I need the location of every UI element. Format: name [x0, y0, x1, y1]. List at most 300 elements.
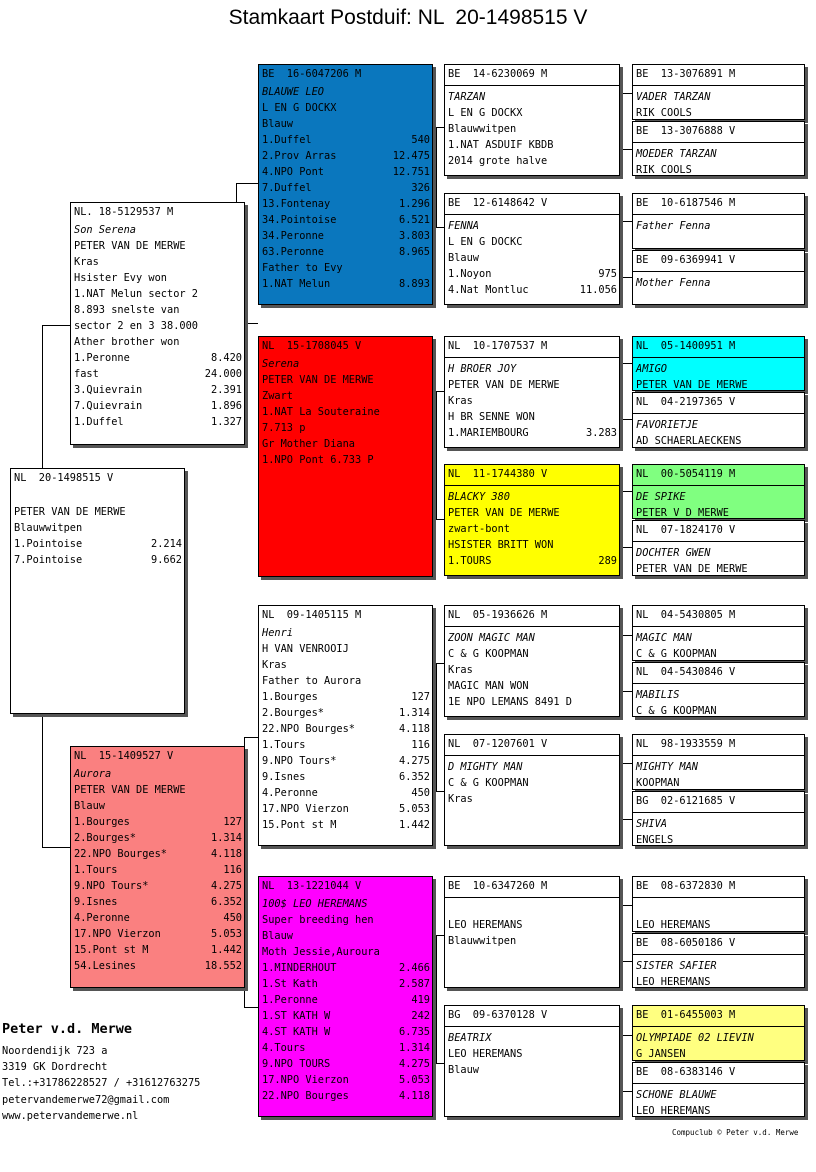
- pigeon-info-line: Blauw: [448, 1064, 479, 1076]
- pigeon-info-line: 8.893 snelste van: [74, 304, 180, 316]
- pigeon-name: TARZAN: [448, 91, 486, 103]
- divider: [633, 412, 804, 414]
- result-value: 1.314: [211, 832, 242, 844]
- pigeon-info-line: Moth Jessie,Auroura: [262, 946, 380, 958]
- ring-number: BE 08-6050186 V: [636, 937, 736, 949]
- pigeon-info-line: HSISTER BRITT WON: [448, 539, 554, 551]
- pigeon-info-line: Kras: [262, 659, 287, 671]
- pigeon-name: SCHONE BLAUWE: [636, 1089, 717, 1101]
- pigeon-info-line: C & G KOOPMAN: [636, 705, 717, 717]
- connector: [436, 663, 444, 664]
- pigeon-card-main[interactable]: [10, 468, 185, 714]
- result-row: [262, 244, 430, 260]
- pigeon-info-line: G JANSEN: [636, 1048, 686, 1060]
- pigeon-info-line: C & G KOOPMAN: [448, 648, 529, 660]
- result-row: [262, 228, 430, 244]
- ring-number: BE 10-6347260 M: [448, 880, 548, 892]
- connector: [436, 663, 437, 791]
- result-value: 419: [411, 994, 430, 1006]
- connector: [42, 847, 72, 848]
- pigeon-info-line: PETER VAN DE MERWE: [448, 379, 560, 391]
- pigeon-info-line: LEO HEREMANS: [448, 919, 523, 931]
- pigeon-name: BEATRIX: [448, 1032, 492, 1044]
- result-race: 1.Duffel: [262, 134, 312, 146]
- result-value: 12.475: [392, 150, 430, 162]
- result-row: [74, 958, 242, 974]
- pigeon-name: MOEDER TARZAN: [636, 148, 717, 160]
- pigeon-info-line: [14, 488, 182, 504]
- pigeon-card-g14[interactable]: [632, 933, 805, 988]
- result-race: 1.Bourges: [262, 691, 318, 703]
- result-race: 17.NPO Vierzon: [262, 1074, 349, 1086]
- pigeon-info-line: zwart-bont: [448, 523, 510, 535]
- ring-number: BG 09-6370128 V: [448, 1009, 548, 1021]
- result-value: 5.053: [399, 803, 430, 815]
- ring-number: BE 13-3076888 V: [636, 125, 736, 137]
- result-value: 2.466: [399, 962, 430, 974]
- result-race: 1.MINDERHOUT: [262, 962, 337, 974]
- connector: [42, 325, 43, 468]
- connector: [622, 819, 632, 820]
- result-row: [262, 1056, 430, 1072]
- connector: [622, 1035, 632, 1036]
- result-row: [448, 553, 617, 569]
- result-race: 7.Pointoise: [14, 554, 83, 566]
- pigeon-name: FAVORIETJE: [636, 419, 698, 431]
- result-value: 6.352: [211, 896, 242, 908]
- pigeon-name: MIGHTY MAN: [636, 761, 698, 773]
- divider: [633, 811, 804, 813]
- connector: [622, 221, 632, 222]
- pigeon-name: BLACKY 380: [448, 491, 510, 503]
- pigeon-card-g11[interactable]: [632, 734, 805, 790]
- divider: [445, 84, 619, 86]
- pigeon-info-line: LEO HEREMANS: [636, 1105, 711, 1117]
- result-value: 1.896: [211, 400, 242, 412]
- ring-number: BE 13-3076891 M: [636, 68, 736, 80]
- pigeon-card-g5[interactable]: [632, 336, 805, 391]
- divider: [633, 356, 804, 358]
- result-value: 540: [411, 134, 430, 146]
- result-row: [262, 196, 430, 212]
- pigeon-name: [448, 901, 617, 917]
- pigeon-info-line: PETER VAN DE MERWE: [14, 506, 126, 518]
- divider: [633, 1025, 804, 1027]
- connector: [622, 1091, 632, 1092]
- pigeon-info-line: Kras: [448, 664, 473, 676]
- pigeon-info-line: 1.NAT La Souteraine: [262, 406, 380, 418]
- connector: [622, 763, 632, 764]
- result-value: 9.662: [151, 554, 182, 566]
- breeder-name: Peter v.d. Merwe: [2, 1021, 133, 1037]
- result-race: 2.Bourges*: [262, 707, 324, 719]
- result-race: 15.Pont st M: [74, 944, 149, 956]
- pigeon-info-line: PETER V D MERWE: [636, 507, 729, 519]
- ring-number: NL 20-1498515 V: [14, 472, 114, 484]
- pigeon-card-ssd[interactable]: [444, 193, 620, 305]
- result-value: 2.214: [151, 538, 182, 550]
- ring-number: NL 07-1207601 V: [448, 738, 548, 750]
- connector: [244, 1007, 258, 1008]
- connector: [622, 635, 623, 691]
- pigeon-card-dam[interactable]: [70, 746, 245, 988]
- result-row: [262, 212, 430, 228]
- result-value: 1.442: [211, 944, 242, 956]
- result-race: 2.Bourges*: [74, 832, 136, 844]
- result-value: 4.275: [399, 755, 430, 767]
- result-row: [262, 737, 430, 753]
- pigeon-card-g3[interactable]: [632, 193, 805, 249]
- pigeon-info-line: Zwart: [262, 390, 293, 402]
- connector: [42, 715, 43, 847]
- result-value: 18.552: [204, 960, 242, 972]
- pigeon-name: Henri: [262, 627, 293, 639]
- result-row: [14, 536, 182, 552]
- pigeon-name: Father Fenna: [636, 220, 711, 232]
- pigeon-name: DOCHTER GWEN: [636, 547, 711, 559]
- connector: [622, 491, 623, 547]
- connector: [622, 547, 632, 548]
- pigeon-info-line: L EN G DOCKX: [448, 107, 523, 119]
- result-value: 1.314: [399, 1042, 430, 1054]
- result-value: 1.442: [399, 819, 430, 831]
- pigeon-card-ss[interactable]: [258, 64, 433, 305]
- pigeon-card-sss[interactable]: [444, 64, 620, 176]
- result-row: [262, 260, 430, 276]
- result-row: [262, 1072, 430, 1088]
- pigeon-info-line: Blauw: [262, 118, 293, 130]
- divider: [445, 754, 619, 756]
- pigeon-info-line: Gr Mother Diana: [262, 438, 355, 450]
- ring-number: NL 15-1409527 V: [74, 750, 174, 762]
- divider: [633, 270, 804, 272]
- result-row: [262, 1008, 430, 1024]
- pigeon-name: D MIGHTY MAN: [448, 761, 523, 773]
- divider: [633, 896, 804, 898]
- result-race: 1.St Kath: [262, 978, 318, 990]
- result-row: [262, 960, 430, 976]
- pigeon-info-line: sector 2 en 3 38.000: [74, 320, 198, 332]
- pigeon-info-line: 1.NPO Pont 6.733 P: [262, 454, 374, 466]
- result-race: 63.Peronne: [262, 246, 324, 258]
- result-race: 9.Isnes: [74, 896, 118, 908]
- pigeon-info-line: C & G KOOPMAN: [448, 777, 529, 789]
- pigeon-card-ds[interactable]: [258, 605, 433, 846]
- result-race: 7.Duffel: [262, 182, 312, 194]
- result-row: [262, 1024, 430, 1040]
- connector: [622, 691, 632, 692]
- ring-number: NL 09-1405115 M: [262, 609, 362, 621]
- result-race: 22.NPO Bourges*: [74, 848, 167, 860]
- pigeon-card-g4[interactable]: [632, 250, 805, 305]
- pigeon-card-g9[interactable]: [632, 605, 805, 661]
- result-race: 4.NPO Pont: [262, 166, 324, 178]
- result-race: 15.Pont st M: [262, 819, 337, 831]
- pigeon-info-line: PETER VAN DE MERWE: [448, 507, 560, 519]
- divider: [445, 213, 619, 215]
- result-row: [14, 552, 182, 568]
- result-value: 8.420: [211, 352, 242, 364]
- divider: [633, 540, 804, 542]
- result-race: 1.Duffel: [74, 416, 124, 428]
- pigeon-card-sire[interactable]: [70, 202, 245, 445]
- pigeon-name: OLYMPIADE 02 LIEVIN: [636, 1032, 754, 1044]
- pigeon-info-line: Father to Aurora: [262, 675, 362, 687]
- pigeon-info-line: PETER VAN DE MERWE: [74, 784, 186, 796]
- result-value: 1.327: [211, 416, 242, 428]
- connector: [436, 227, 444, 228]
- result-race: 9.NPO Tours*: [262, 755, 337, 767]
- pigeon-info-line: Hsister Evy won: [74, 272, 167, 284]
- result-race: 1.TOURS: [448, 555, 492, 567]
- pigeon-name: SHIVA: [636, 818, 667, 830]
- connector: [436, 127, 444, 128]
- pigeon-info-line: MAGIC MAN WON: [448, 680, 529, 692]
- connector: [436, 391, 437, 519]
- result-race: 1.Pointoise: [14, 538, 83, 550]
- result-row: [262, 785, 430, 801]
- pigeon-info-line: PETER VAN DE MERWE: [636, 563, 748, 575]
- breeder-contact: [2, 1019, 200, 1124]
- connector: [42, 325, 72, 326]
- pigeon-card-g10[interactable]: [632, 662, 805, 717]
- connector: [622, 221, 623, 277]
- result-row: [262, 769, 430, 785]
- result-race: 4.ST KATH W: [262, 1026, 331, 1038]
- pigeon-info-line: AD SCHAERLAECKENS: [636, 435, 742, 447]
- divider: [445, 896, 619, 898]
- pigeon-card-g1[interactable]: [632, 64, 805, 120]
- pigeon-card-sdd[interactable]: [444, 464, 620, 576]
- pigeon-name: [636, 901, 802, 917]
- pigeon-info-line: Blauw: [262, 930, 293, 942]
- pigeon-name: BLAUWE LEO: [262, 86, 324, 98]
- divider: [633, 84, 804, 86]
- ring-number: NL 00-5054119 M: [636, 468, 736, 480]
- result-race: 22.NPO Bourges*: [262, 723, 355, 735]
- pigeon-card-g16[interactable]: [632, 1062, 805, 1117]
- ring-number: BE 08-6383146 V: [636, 1066, 736, 1078]
- result-race: 1.Tours: [262, 739, 306, 751]
- result-value: 11.056: [579, 284, 617, 296]
- result-value: 4.275: [399, 1058, 430, 1070]
- breeder-phone: Tel.:+31786228527 / +31612763275: [2, 1077, 201, 1090]
- divider: [633, 953, 804, 955]
- result-value: 450: [223, 912, 242, 924]
- connector: [622, 491, 632, 492]
- ring-number: NL 05-1400951 M: [636, 340, 736, 352]
- pigeon-name: SISTER SAFIER: [636, 960, 717, 972]
- pigeon-card-g2[interactable]: [632, 121, 805, 176]
- result-value: 8.965: [399, 246, 430, 258]
- ring-number: BE 10-6187546 M: [636, 197, 736, 209]
- result-row: [262, 180, 430, 196]
- result-row: [74, 862, 242, 878]
- result-row: [262, 1088, 430, 1104]
- result-value: 4.275: [211, 880, 242, 892]
- result-race: 4.Nat Montluc: [448, 284, 529, 296]
- result-race: 9.NPO Tours*: [74, 880, 149, 892]
- result-race: 1.Peronne: [74, 352, 130, 364]
- pigeon-info-line: Ather brother won: [74, 336, 180, 348]
- connector: [622, 905, 623, 961]
- result-value: 6.735: [399, 1026, 430, 1038]
- result-row: [262, 817, 430, 833]
- pigeon-card-g15[interactable]: [632, 1005, 805, 1061]
- pigeon-info-line: H VAN VENROOIJ: [262, 643, 349, 655]
- pigeon-info-line: H BR SENNE WON: [448, 411, 535, 423]
- connector: [622, 363, 623, 419]
- pigeon-info-line: 1.NAT Melun sector 2: [74, 288, 198, 300]
- pigeon-info-line: 1E NPO LEMANS 8491 D: [448, 696, 572, 708]
- pigeon-info-line: Blauwwitpen: [448, 935, 517, 947]
- result-row: [262, 753, 430, 769]
- pigeon-info-line: LEO HEREMANS: [448, 1048, 523, 1060]
- connector: [622, 363, 632, 364]
- result-race: Father to Evy: [262, 262, 343, 274]
- result-value: 1.296: [399, 198, 430, 210]
- ring-number: NL 07-1824170 V: [636, 524, 736, 536]
- pigeon-name: AMIGO: [636, 363, 667, 375]
- result-race: 9.NPO TOURS: [262, 1058, 331, 1070]
- pigeon-card-g12[interactable]: [632, 791, 805, 846]
- breeder-website[interactable]: www.petervandemerwe.nl: [2, 1109, 139, 1122]
- result-row: [74, 366, 242, 382]
- breeder-city: 3319 GK Dordrecht: [2, 1061, 108, 1074]
- connector: [622, 961, 632, 962]
- divider: [633, 625, 804, 627]
- result-value: 326: [411, 182, 430, 194]
- connector: [622, 1035, 623, 1091]
- pigeon-card-g13[interactable]: [632, 876, 805, 932]
- pigeon-card-sds[interactable]: [444, 336, 620, 448]
- ring-number: NL. 18-5129537 M: [74, 206, 174, 218]
- pigeon-name: DE SPIKE: [636, 491, 686, 503]
- ring-number: NL 04-2197365 V: [636, 396, 736, 408]
- pigeon-name: MABILIS: [636, 689, 680, 701]
- result-row: [262, 801, 430, 817]
- result-race: 7.Quievrain: [74, 400, 143, 412]
- result-race: 1.Noyon: [448, 268, 492, 280]
- result-race: 17.NPO Vierzon: [74, 928, 161, 940]
- result-row: [74, 894, 242, 910]
- ring-number: NL 11-1744380 V: [448, 468, 548, 480]
- result-value: 4.118: [399, 723, 430, 735]
- result-row: [74, 414, 242, 430]
- connector: [436, 391, 444, 392]
- connector: [236, 183, 258, 184]
- pigeon-name: MAGIC MAN: [636, 632, 692, 644]
- pigeon-name: ZOON MAGIC MAN: [448, 632, 535, 644]
- divider: [633, 484, 804, 486]
- result-race: 54.Lesines: [74, 960, 136, 972]
- divider: [633, 682, 804, 684]
- connector: [622, 419, 632, 420]
- result-value: 289: [598, 555, 617, 567]
- result-race: 1.ST KATH W: [262, 1010, 331, 1022]
- pigeon-name: VADER TARZAN: [636, 91, 711, 103]
- ring-number: NL 15-1708045 V: [262, 340, 362, 352]
- result-race: 34.Peronne: [262, 230, 324, 242]
- ring-number: NL 10-1707537 M: [448, 340, 548, 352]
- connector: [244, 737, 258, 738]
- pigeon-info-line: PETER VAN DE MERWE: [74, 240, 186, 252]
- result-row: [74, 398, 242, 414]
- connector: [622, 149, 632, 150]
- pigeon-card-dds[interactable]: [444, 876, 620, 988]
- result-race: 1.NAT Melun: [262, 278, 331, 290]
- pigeon-info-line: Super breeding hen: [262, 914, 374, 926]
- result-row: [262, 976, 430, 992]
- pigeon-card-g8[interactable]: [632, 520, 805, 576]
- connector: [622, 93, 623, 149]
- pigeon-info-line: PETER VAN DE MERWE: [636, 379, 748, 391]
- result-row: [448, 282, 617, 298]
- result-value: 3.283: [586, 427, 617, 439]
- result-row: [262, 721, 430, 737]
- pigeon-card-ddd[interactable]: [444, 1005, 620, 1117]
- pigeon-card-dss[interactable]: [444, 605, 620, 717]
- result-race: 22.NPO Bourges: [262, 1090, 349, 1102]
- result-row: [74, 830, 242, 846]
- connector: [436, 791, 444, 792]
- result-row: [262, 276, 430, 292]
- pigeon-info-line: Kras: [448, 793, 473, 805]
- pigeon-info-line: Kras: [448, 395, 473, 407]
- connector: [436, 935, 444, 936]
- pigeon-card-g6[interactable]: [632, 392, 805, 448]
- result-race: 4.Peronne: [262, 787, 318, 799]
- breeder-email[interactable]: petervandemerwe72@gmail.com: [2, 1093, 170, 1106]
- result-value: 24.000: [204, 368, 242, 380]
- pigeon-info-line: 2014 grote halve: [448, 155, 548, 167]
- result-row: [448, 266, 617, 282]
- pigeon-info-line: RIK COOLS: [636, 107, 692, 119]
- result-row: [74, 814, 242, 830]
- connector: [622, 93, 632, 94]
- pigeon-name: Aurora: [74, 768, 112, 780]
- pigeon-name: 100$ LEO HEREMANS: [262, 898, 368, 910]
- result-row: [74, 926, 242, 942]
- pigeon-card-g7[interactable]: [632, 464, 805, 519]
- credit-text: Compuclub © Peter v.d. Merwe: [672, 1128, 799, 1137]
- ring-number: BE 12-6148642 V: [448, 197, 548, 209]
- pigeon-card-sd[interactable]: [258, 336, 433, 577]
- result-race: 1.MARIEMBOURG: [448, 427, 529, 439]
- pigeon-info-line: PETER VAN DE MERWE: [262, 374, 374, 386]
- result-value: 975: [598, 268, 617, 280]
- result-value: 2.391: [211, 384, 242, 396]
- ring-number: BE 16-6047206 M: [262, 68, 362, 80]
- pigeon-card-dsd[interactable]: [444, 734, 620, 846]
- pigeon-card-dd[interactable]: [258, 876, 433, 1117]
- result-row: [74, 942, 242, 958]
- pigeon-info-line: C & G KOOPMAN: [636, 648, 717, 660]
- result-race: 17.NPO Vierzon: [262, 803, 349, 815]
- pigeon-info-line: LEO HEREMANS: [636, 976, 711, 988]
- result-row: [74, 878, 242, 894]
- result-row: [262, 1040, 430, 1056]
- divider: [445, 1025, 619, 1027]
- divider: [633, 754, 804, 756]
- pigeon-info-line: Kras: [74, 256, 99, 268]
- breeder-address: Noordendijk 723 a: [2, 1045, 108, 1057]
- result-value: 3.803: [399, 230, 430, 242]
- result-value: 450: [411, 787, 430, 799]
- pigeon-info-line: ENGELS: [636, 834, 674, 846]
- result-race: 9.Isnes: [262, 771, 306, 783]
- result-race: 1.Bourges: [74, 816, 130, 828]
